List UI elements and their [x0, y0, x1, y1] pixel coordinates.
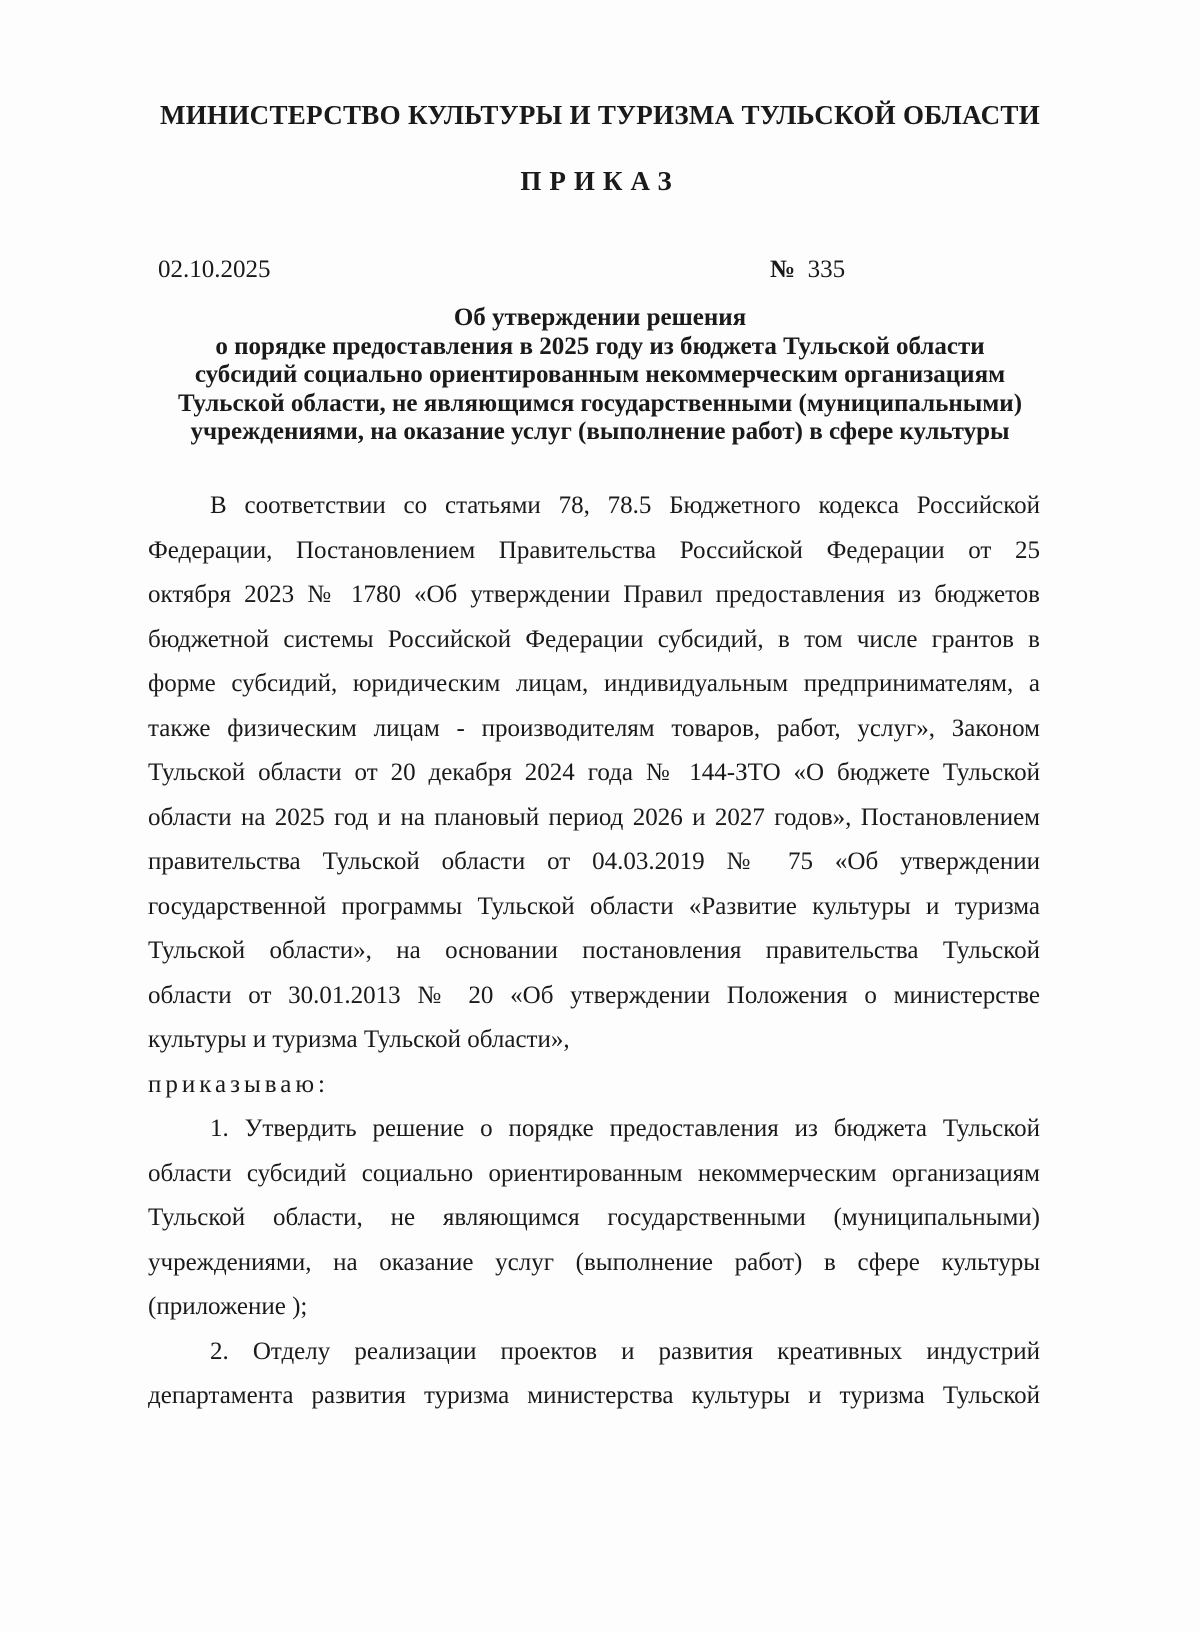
order-subject	[150, 304, 1050, 447]
preamble-line: также физическим лицам - производителям товаров, работ, услуг», Законом	[148, 714, 1040, 742]
item-line: 1. Утвердить решение о порядке предоставления из бюджета Тульской	[210, 1115, 1040, 1142]
document-body	[148, 484, 1040, 1419]
item-line: учреждениями, на оказание услуг (выполнение работ) в сфере культуры	[148, 1248, 1040, 1276]
preamble-line: октября 2023 № 1780 «Об утверждении Правил предоставления из бюджетов	[148, 581, 1040, 608]
subject-line: Тульской области, не являющимся государственными (муниципальными)	[177, 389, 1023, 417]
subject-line: Об утверждении решения	[453, 304, 747, 331]
preamble-line: Тульской области от 20 декабря 2024 года № 144-ЗТО «О бюджете Тульской	[148, 759, 1040, 786]
item-line: 2. Отделу реализации проектов и развития креативных индустрий	[210, 1337, 1040, 1365]
preamble-line: Тульской области», на основании постановления правительства Тульской	[148, 937, 1040, 964]
subject-line: о порядке предоставления в 2025 году из бюджета Тульской области	[215, 332, 985, 360]
preamble-line: культуры и туризма Тульской области»,	[148, 1026, 570, 1053]
preamble-line: государственной программы Тульской области «Развитие культуры и туризма	[148, 892, 1040, 920]
preamble-paragraph	[148, 484, 1040, 1063]
preamble-line: форме субсидий, юридическим лицам, индивидуальным предпринимателям, а	[148, 670, 1040, 697]
order-number-block	[770, 256, 845, 284]
ministry-name: МИНИСТЕРСТВО КУЛЬТУРЫ И ТУРИЗМА ТУЛЬСКОЙ ОБЛАСТИ	[159, 100, 1041, 130]
preamble-line: Федерации, Постановлением Правительства Российской Федерации от 25	[148, 536, 1040, 564]
subject-line: учреждениями, на оказание услуг (выполнение работ) в сфере культуры	[190, 418, 1010, 445]
order-item-1	[148, 1107, 1040, 1330]
preamble-line: В соответствии со статьями 78, 78.5 Бюджетного кодекса Российской	[210, 492, 1040, 519]
number-sign: №	[770, 256, 796, 283]
preamble-line: правительства Тульской области от 04.03.2019 № 75 «Об утверждении	[148, 848, 1040, 875]
order-date: 02.10.2025	[158, 256, 271, 283]
subject-line: субсидий социально ориентированным некоммерческим организациям	[194, 361, 1006, 388]
decree-word: приказываю:	[148, 1070, 329, 1098]
preamble-line: области от 30.01.2013 № 20 «Об утверждении Положения о министерстве	[148, 981, 1040, 1009]
item-line: области субсидий социально ориентированным некоммерческим организациям	[148, 1159, 1040, 1187]
preamble-line: области на 2025 год и на плановый период 2026 и 2027 годов», Постановлением	[148, 803, 1040, 831]
item-line: департамента развития туризма министерства культуры и туризма Тульской	[148, 1382, 1040, 1409]
document-type: ПРИКАЗ	[520, 166, 680, 196]
order-item-2	[148, 1330, 1040, 1419]
order-number: 335	[807, 256, 846, 283]
item-line: (приложение );	[148, 1293, 308, 1320]
item-line: Тульской области, не являющимся государственными (муниципальными)	[148, 1204, 1040, 1231]
preamble-line: бюджетной системы Российской Федерации субсидий, в том числе грантов в	[148, 625, 1040, 653]
